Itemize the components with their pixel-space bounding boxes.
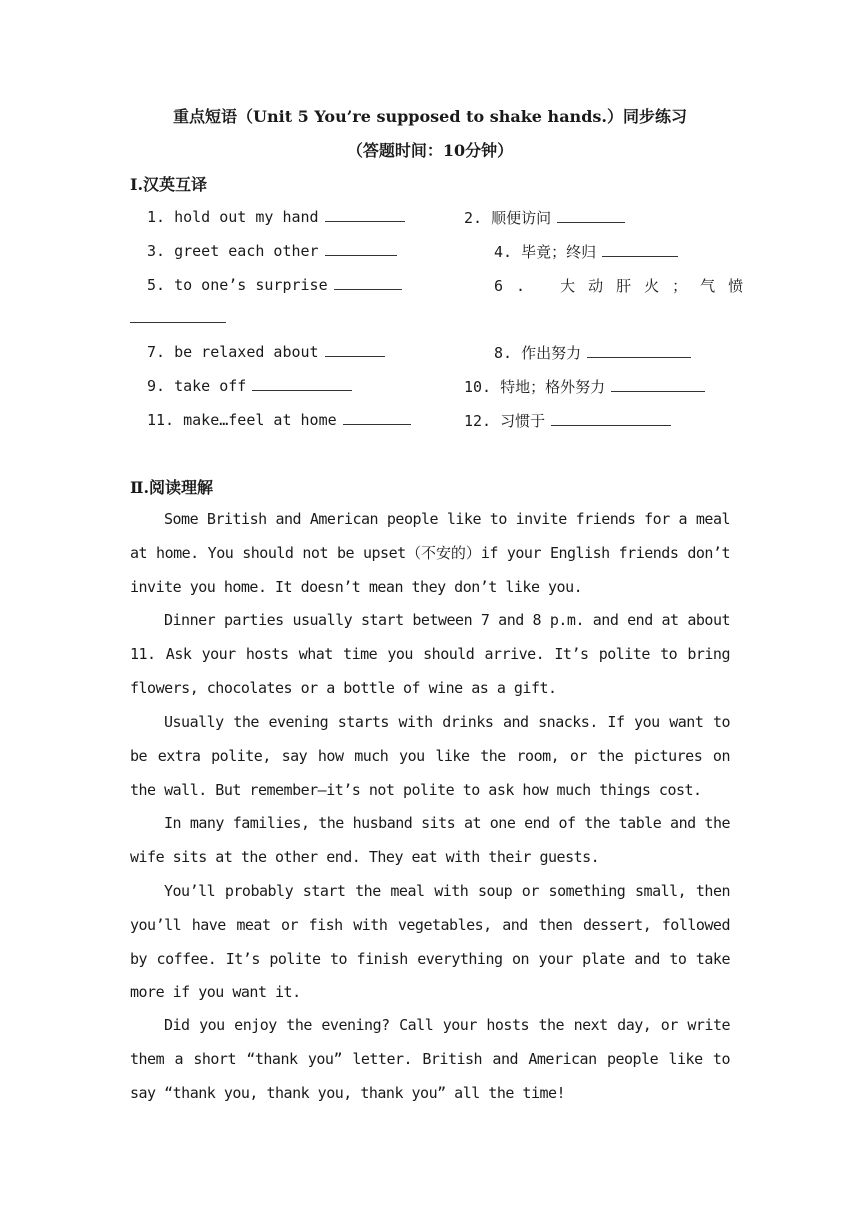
page-title: 重点短语（Unit 5 You’re supposed to shake hands.）同步练习 <box>173 107 687 126</box>
answer-blank[interactable] <box>611 377 705 392</box>
answer-blank[interactable] <box>325 342 385 357</box>
section-translation-heading: Ⅰ.汉英互译 <box>130 175 208 194</box>
answer-blank[interactable] <box>557 208 625 223</box>
reading-paragraph: You’ll probably start the meal with soup or something small, then you’ll have meat or fish with vegetables, and then dessert, followed by coffee. It’s polite to finish everything on your plate and to take more if you want it. <box>130 882 730 1002</box>
reading-paragraph: Did you enjoy the evening? Call your hosts the next day, or write them a short “thank you” letter. British and American people like to say “thank you, thank you, thank you” all the time! <box>130 1016 730 1102</box>
time-limit: （答题时间：10分钟） <box>346 141 514 160</box>
phrase-item <box>147 410 411 429</box>
reading-paragraph: Some British and American people like to invite friends for a meal at home. You should not be upset（不安的）if your English friends don’t invite you home. It doesn’t mean they don’t like you. <box>130 510 730 596</box>
phrase-text: 10. 特地；格外努力 <box>464 378 606 396</box>
phrase-text: 11. make…feel at home <box>147 411 337 429</box>
reading-paragraph: Usually the evening starts with drinks and snacks. If you want to be extra polite, say how much you like the room, or the pictures on the wall. But remember—it’s not polite to ask how much things cost. <box>130 713 730 799</box>
phrase-item <box>147 376 352 395</box>
phrase-item <box>494 342 691 363</box>
reading-paragraph: In many families, the husband sits at one end of the table and the wife sits at the other end. They eat with their guests. <box>130 814 730 866</box>
section-reading-heading: Ⅱ.阅读理解 <box>130 478 214 497</box>
phrase-text: 7. be relaxed about <box>147 343 319 361</box>
phrase-text: 5. to one’s surprise <box>147 276 328 294</box>
phrase-text: 12. 习惯于 <box>464 412 546 430</box>
phrase-item <box>147 342 385 361</box>
phrase-item <box>147 275 402 294</box>
answer-blank[interactable] <box>334 275 402 290</box>
phrase-text: 4. 毕竟；终归 <box>494 243 597 261</box>
phrase-item <box>147 241 397 260</box>
phrase-text: 6. 大动肝火；气愤 <box>494 277 757 295</box>
phrase-text: 3. greet each other <box>147 242 319 260</box>
phrase-item <box>464 207 625 228</box>
answer-blank[interactable] <box>252 376 352 391</box>
phrase-text: 9. take off <box>147 377 247 395</box>
phrase-text: 1. hold out my hand <box>147 208 319 226</box>
answer-blank[interactable] <box>130 322 226 323</box>
answer-blank[interactable] <box>325 207 405 222</box>
answer-blank[interactable] <box>343 410 411 425</box>
phrase-item <box>494 275 756 296</box>
phrase-text: 8. 作出努力 <box>494 344 582 362</box>
reading-paragraph: Dinner parties usually start between 7 and 8 p.m. and end at about 11. Ask your hosts what time you should arrive. It’s polite to bring flowers, chocolates or a bottle of wine as a gift. <box>130 611 730 697</box>
phrase-text: 2. 顺便访问 <box>464 209 552 227</box>
phrase-item <box>464 376 705 397</box>
phrase-item <box>464 410 671 431</box>
answer-blank[interactable] <box>602 242 678 257</box>
phrase-item <box>494 241 678 262</box>
answer-blank[interactable] <box>587 343 691 358</box>
answer-blank[interactable] <box>325 241 397 256</box>
answer-blank[interactable] <box>551 411 671 426</box>
phrase-item <box>147 207 405 226</box>
